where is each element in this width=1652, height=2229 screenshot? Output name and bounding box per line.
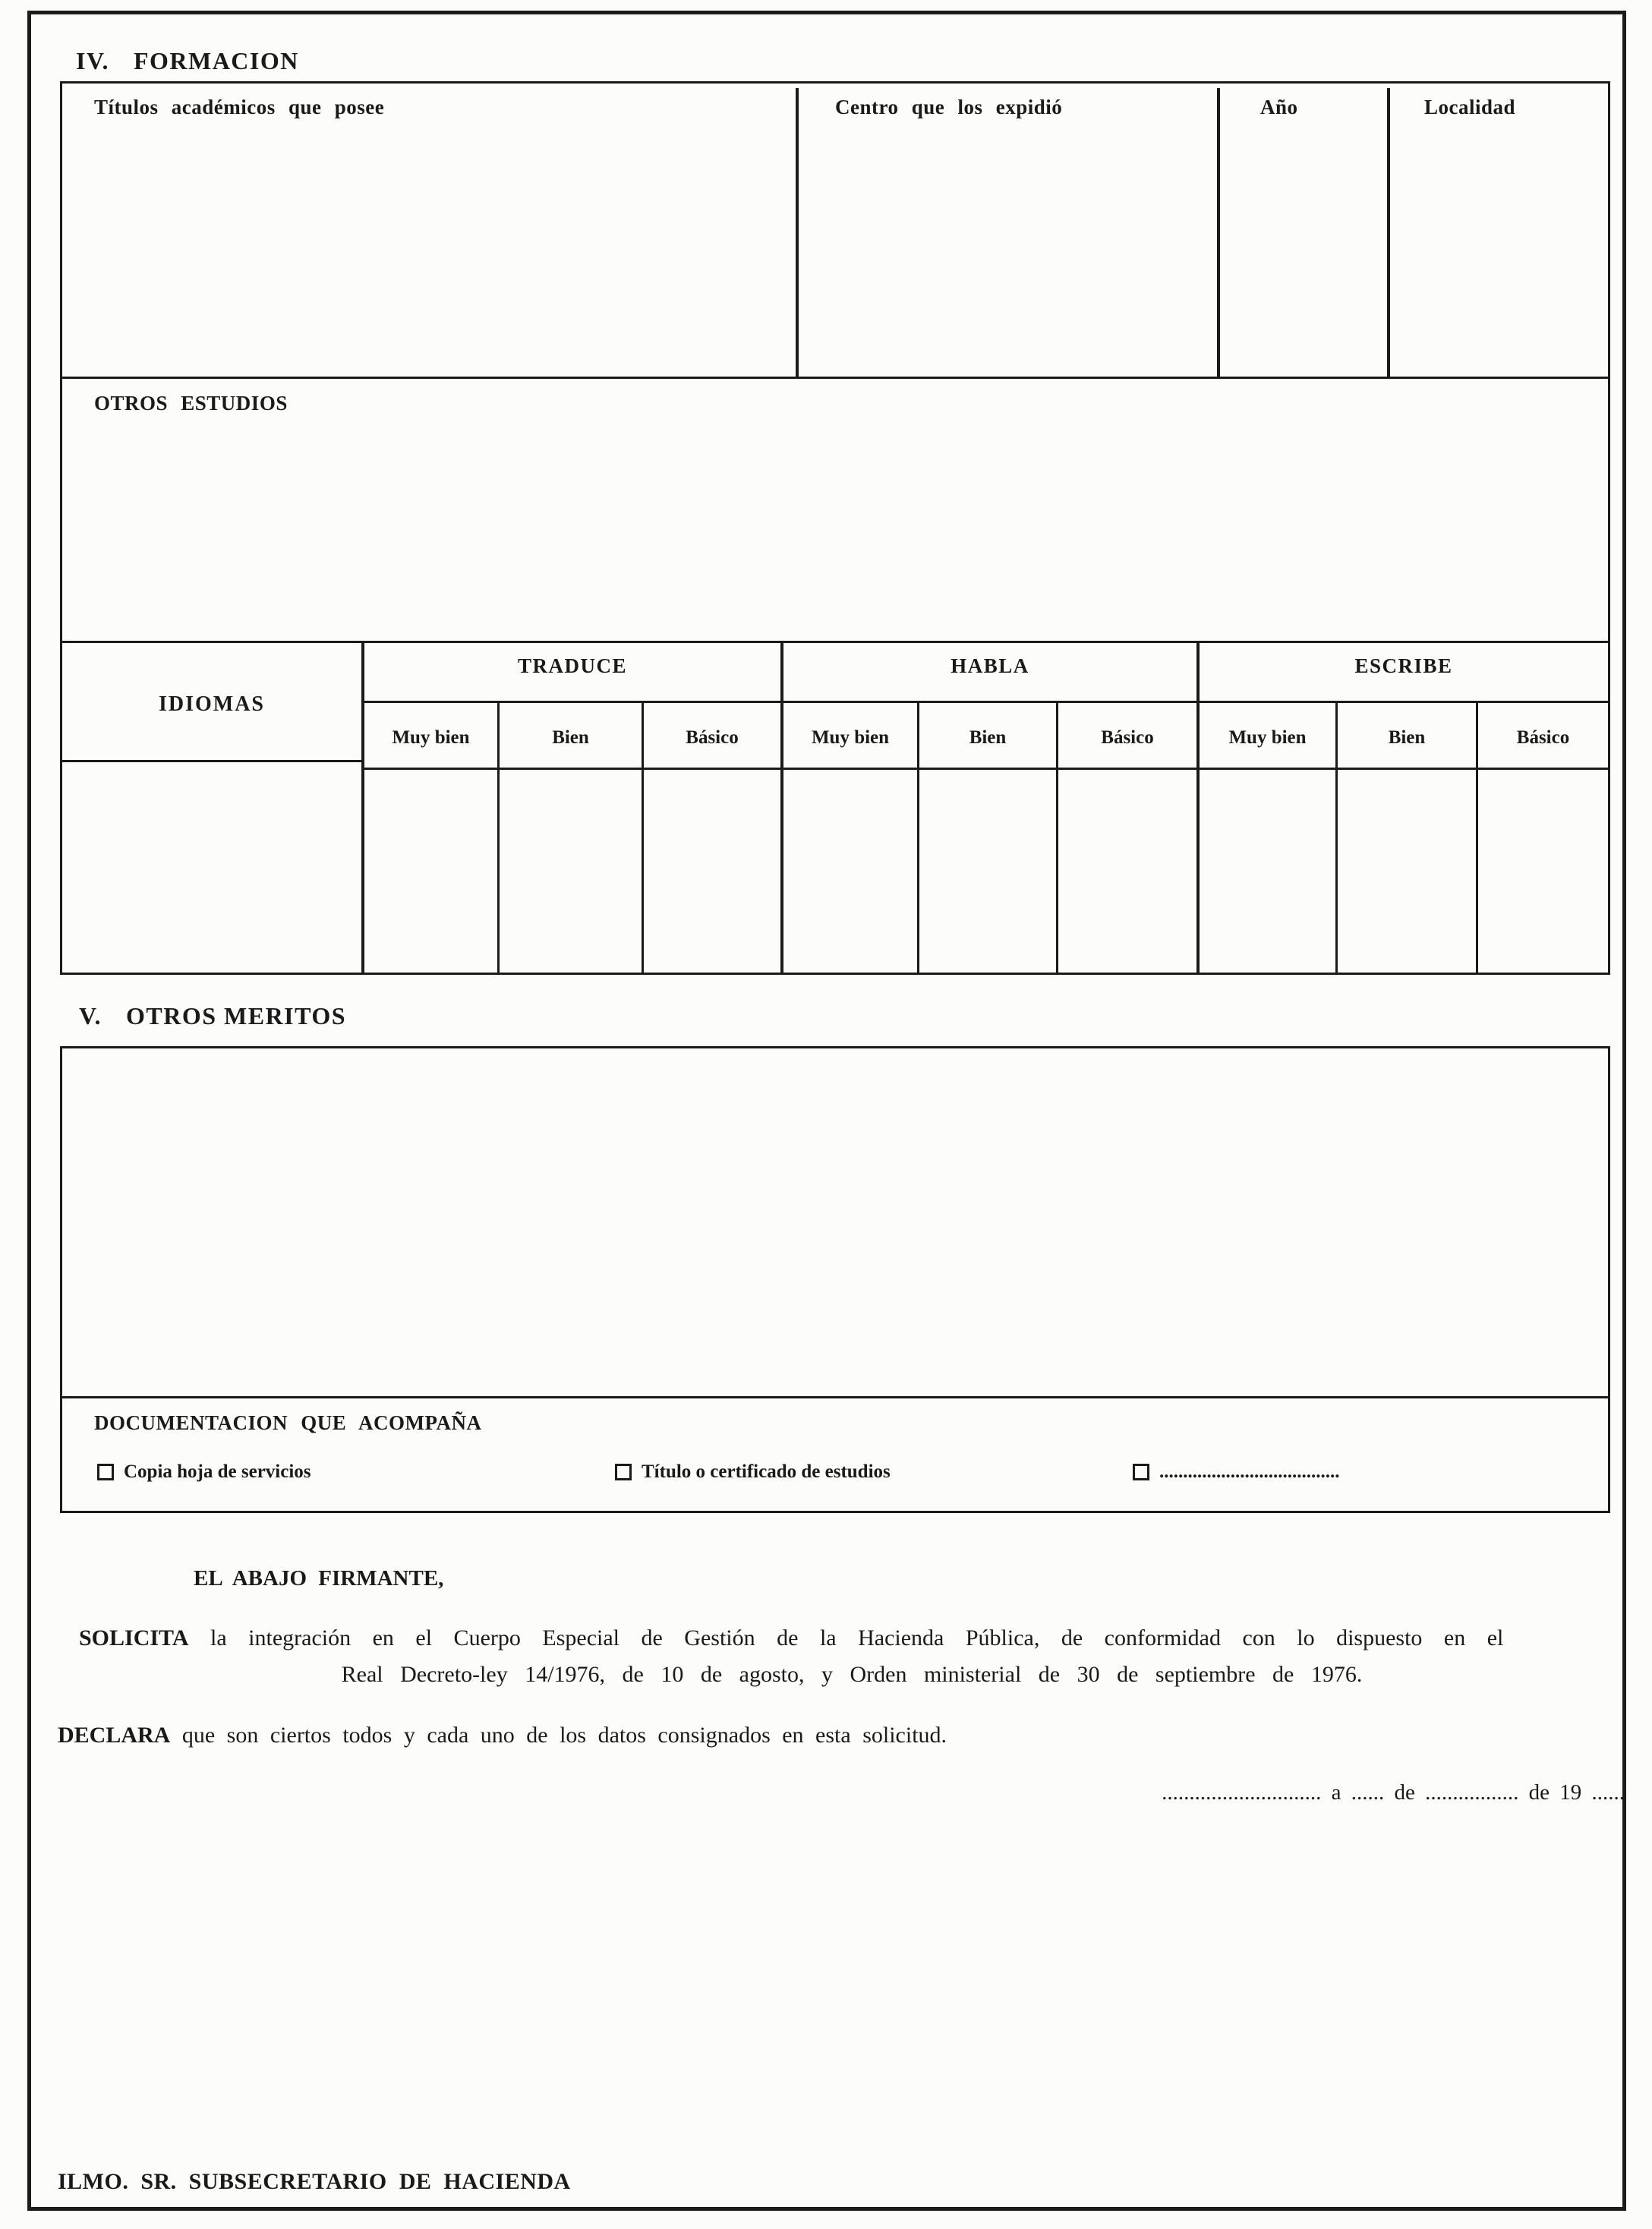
centro-fill-area[interactable] bbox=[799, 137, 1217, 377]
subheader-traduce-bien: Bien bbox=[500, 721, 642, 770]
checkbox-item-titulo bbox=[615, 1461, 891, 1483]
titulos-fill-area[interactable] bbox=[62, 137, 796, 377]
documentacion-label: DOCUMENTACION QUE ACOMPAÑA bbox=[94, 1411, 482, 1434]
solicita-line1-text: la integración en el Cuerpo Especial de Gestión de la Hacienda Pública, de conformidad con lo dispuesto en el bbox=[210, 1625, 1504, 1650]
checkbox-label-titulo: Título o certificado de estudios bbox=[642, 1461, 891, 1482]
section-v-title: OTROS MERITOS bbox=[125, 1002, 347, 1029]
solicita-paragraph bbox=[79, 1620, 1625, 1692]
documentacion-divider-line bbox=[62, 1396, 1608, 1398]
checkbox-item-otros bbox=[1133, 1461, 1340, 1483]
column-header-titulos: Títulos académicos que posee bbox=[94, 96, 385, 118]
section-iv-heading bbox=[76, 47, 299, 75]
subheader-escribe-bien: Bien bbox=[1338, 721, 1476, 770]
titulos-bottom-divider-line bbox=[62, 377, 1608, 379]
subheader-escribe-muy-bien: Muy bien bbox=[1200, 721, 1335, 770]
subheader-traduce-muy-bien: Muy bien bbox=[364, 721, 497, 770]
checkbox-copia[interactable] bbox=[97, 1464, 114, 1480]
subheader-habla-basico: Básico bbox=[1058, 721, 1196, 770]
idiomas-fill-area[interactable] bbox=[62, 770, 1608, 973]
column-header-ano: Año bbox=[1260, 96, 1298, 118]
localidad-fill-area[interactable] bbox=[1390, 137, 1608, 377]
otros-meritos-fill-area[interactable] bbox=[62, 1048, 1608, 1395]
checkbox-titulo[interactable] bbox=[615, 1464, 632, 1480]
ano-fill-area[interactable] bbox=[1220, 137, 1387, 377]
subheader-escribe-basico: Básico bbox=[1478, 721, 1608, 770]
otros-estudios-label: OTROS ESTUDIOS bbox=[94, 392, 288, 415]
section-iv-number: IV. bbox=[76, 47, 109, 74]
group-header-habla: HABLA bbox=[783, 648, 1196, 703]
declara-paragraph bbox=[58, 1717, 1625, 1753]
fecha-fill-line[interactable]: ............................. a ...... de ................. de 19 ...... bbox=[1162, 1780, 1625, 1805]
solicita-line1 bbox=[79, 1620, 1625, 1656]
group-header-traduce: TRADUCE bbox=[364, 648, 780, 703]
checkbox-label-copia: Copia hoja de servicios bbox=[124, 1461, 311, 1482]
subheader-habla-muy-bien: Muy bien bbox=[783, 721, 917, 770]
solicita-keyword: SOLICITA bbox=[79, 1625, 189, 1650]
subheader-traduce-basico: Básico bbox=[644, 721, 780, 770]
section-v-number: V. bbox=[79, 1002, 102, 1029]
section-iv-title: FORMACION bbox=[133, 47, 299, 74]
otros-estudios-fill-area[interactable] bbox=[62, 433, 1608, 638]
destinatario-line: ILMO. SR. SUBSECRETARIO DE HACIENDA bbox=[58, 2169, 571, 2194]
column-header-localidad: Localidad bbox=[1424, 96, 1516, 118]
column-header-centro: Centro que los expidió bbox=[835, 96, 1063, 118]
checkbox-item-copia bbox=[97, 1461, 311, 1483]
checkbox-otros[interactable] bbox=[1133, 1464, 1149, 1480]
idiomas-top-line bbox=[62, 641, 1608, 643]
firmante-heading: EL ABAJO FIRMANTE, bbox=[194, 1566, 444, 1591]
signature-area[interactable] bbox=[607, 1845, 1594, 2126]
subheader-habla-bien: Bien bbox=[919, 721, 1056, 770]
idiomas-row-label: IDIOMAS bbox=[62, 648, 361, 762]
group-header-escribe: ESCRIBE bbox=[1200, 648, 1608, 703]
solicita-line2: Real Decreto-ley 14/1976, de 10 de agosto, y Orden ministerial de 30 de septiembre de 1976. bbox=[341, 1662, 1363, 1687]
formacion-box bbox=[60, 81, 1610, 975]
otros-meritos-box bbox=[60, 1046, 1610, 1513]
declara-text: que son ciertos todos y cada uno de los datos consignados en esta solicitud. bbox=[181, 1723, 947, 1748]
section-v-heading bbox=[79, 1002, 346, 1030]
declara-keyword: DECLARA bbox=[58, 1723, 171, 1748]
checkbox-label-otros: ...................................... bbox=[1159, 1461, 1340, 1482]
